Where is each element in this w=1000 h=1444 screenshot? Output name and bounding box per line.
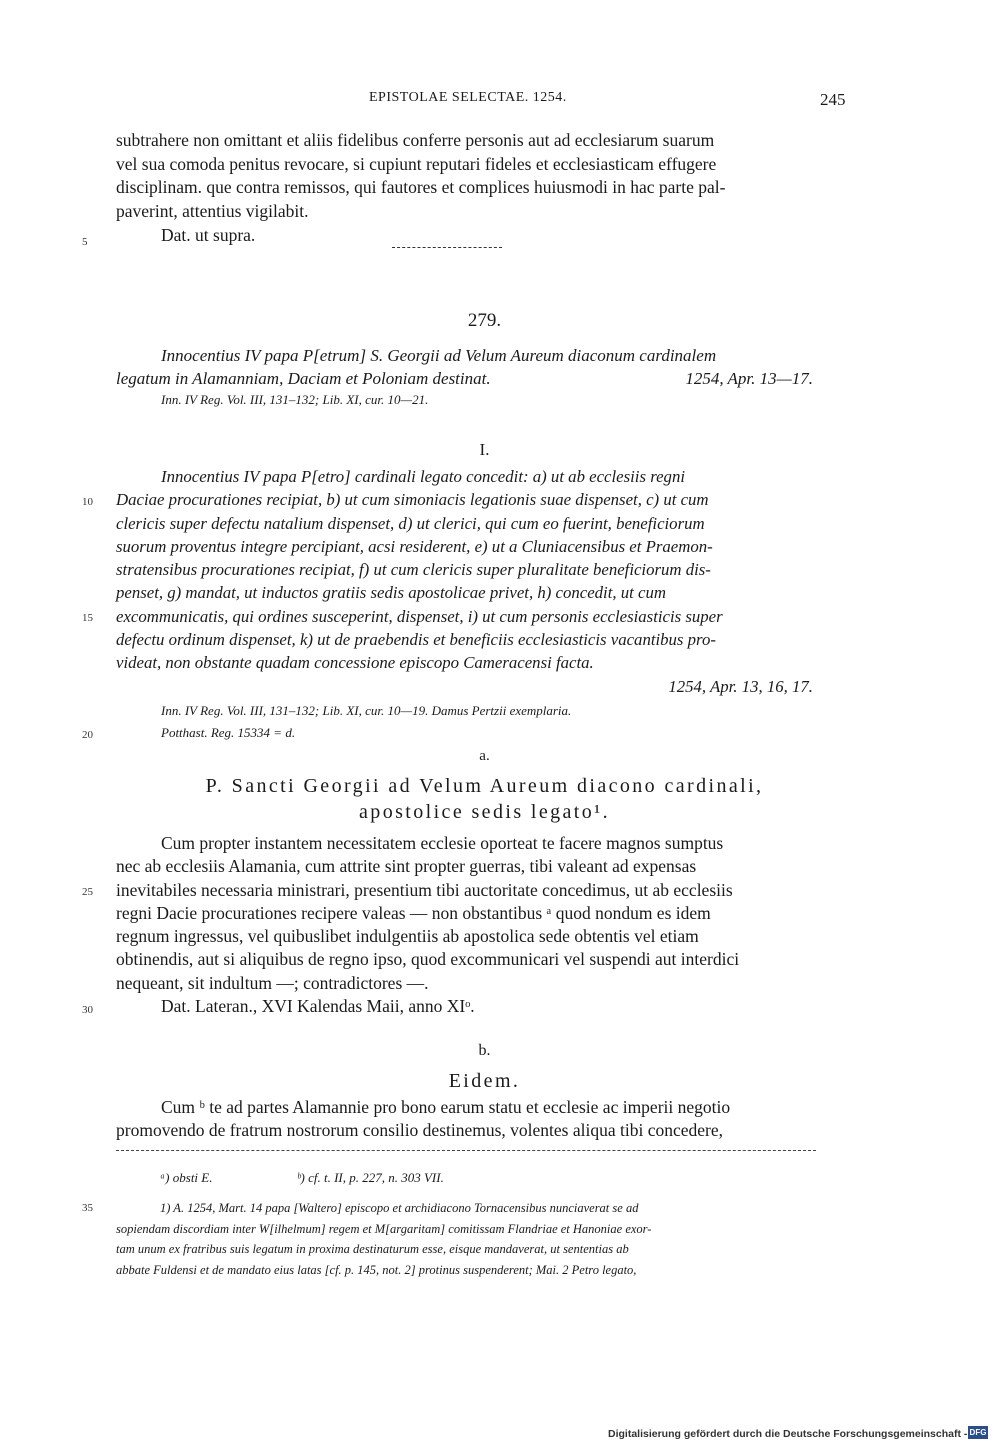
text-line: clericis super defectu natalium dispenset, d) ut clerici, qui cum eo fuerint, beneficiorum bbox=[116, 513, 705, 533]
address-line: apostolice sedis legato¹. bbox=[359, 801, 610, 823]
section-date: 1254, Apr. 13, 16, 17. bbox=[668, 676, 813, 696]
text-line: subtrahere non omittant et aliis fidelibus conferre personis aut ad ecclesiarum suarum bbox=[116, 130, 715, 150]
footnote-a: ᵃ) obsti E. bbox=[160, 1170, 213, 1185]
address-line: Eidem. bbox=[448, 1070, 521, 1092]
letter-source: Inn. IV Reg. Vol. III, 131–132; Lib. XI, cur. 10—21. bbox=[161, 392, 429, 407]
summary-line bbox=[116, 367, 853, 390]
letter-number: 279. bbox=[467, 310, 502, 331]
text-line: obtinendis, aut si aliquibus de regno ipso, quod excommunicari vel suspendi aut interdici bbox=[116, 949, 740, 970]
text-line: nec ab ecclesiis Alamania, cum attrite sint propter guerras, tibi valeant ad expensas bbox=[116, 856, 697, 877]
footnote-1 bbox=[116, 1198, 853, 1280]
margin-line-number: 25 bbox=[82, 886, 93, 898]
digitization-credit: Digitalisierung gefördert durch die Deutsche Forschungsgemeinschaft - bbox=[608, 1428, 968, 1440]
margin-line-number: 35 bbox=[82, 1202, 93, 1214]
text-line: nequeant, sit indultum —; contradictores —. bbox=[116, 972, 429, 993]
text-line: Daciae procurationes recipiat, b) ut cum simoniacis legationis suae dispenset, c) ut cum bbox=[116, 490, 709, 510]
summary-line: Innocentius IV papa P[etrum] S. Georgii ad Velum Aureum diaconum cardinalem bbox=[161, 346, 717, 365]
margin-line-number: 5 bbox=[82, 236, 88, 248]
footnote-rule bbox=[116, 1150, 816, 1151]
text-line: Cum ᵇ te ad partes Alamannie pro bono earum statu et ecclesie ac imperii negotio bbox=[161, 1097, 731, 1117]
running-header: EPISTOLAE SELECTAE. 1254. bbox=[369, 90, 567, 105]
margin-line-number: 10 bbox=[82, 496, 93, 508]
text-line: promovendo de fratrum nostrorum consilio destinemus, volentes aliqua tibi concedere, bbox=[116, 1120, 723, 1141]
text-line: Innocentius IV papa P[etro] cardinali legato concedit: a) ut ab ecclesiis regni bbox=[161, 467, 685, 486]
section-b-body bbox=[116, 1096, 853, 1143]
letter-summary bbox=[116, 344, 853, 390]
separator-dashes bbox=[392, 247, 502, 248]
dfg-logo-icon: DFG bbox=[969, 1428, 987, 1437]
intro-paragraph bbox=[116, 129, 853, 248]
text-line: videat, non obstante quadam concessione episcopo Cameracensi facta. bbox=[116, 653, 594, 673]
margin-line-number: 20 bbox=[82, 729, 93, 741]
margin-line-number: 30 bbox=[82, 1004, 93, 1016]
text-line: regnum ingressus, vel quibuslibet indulgentiis ab apostolica sede obtentis vel etiam bbox=[116, 926, 699, 947]
footnote-b: ᵇ) cf. t. II, p. 227, n. 303 VII. bbox=[297, 1170, 444, 1185]
letter-date: 1254, Apr. 13—17. bbox=[685, 369, 813, 388]
footnote-line: sopiendam discordiam inter W[ilhelmum] regem et M[argaritam] comitissam Flandriae et Hanoniae exor- bbox=[116, 1221, 652, 1236]
text-line: stratensibus procurationes recipiat, f) ut cum clericis super pluralitate beneficiorum dis- bbox=[116, 560, 711, 580]
dat-line: Dat. Lateran., XVI Kalendas Maii, anno XIᵒ. bbox=[161, 996, 475, 1017]
text-line: suorum proventus integre percipiant, acsi residerent, e) ut a Cluniacensibus et Praemon- bbox=[116, 536, 713, 556]
section-source: Inn. IV Reg. Vol. III, 131–132; Lib. XI, cur. 10—19. Damus Pertzii exemplaria. bbox=[161, 703, 572, 718]
text-line: inevitabiles necessaria ministrari, presentium tibi auctoritate concedimus, ut ab ecclesiis bbox=[116, 879, 733, 900]
text-line: excommunicatis, qui ordines susceperint, dispenset, i) ut cum personis ecclesiasticis super bbox=[116, 606, 723, 626]
summary-line-2: legatum in Alamanniam, Daciam et Poloniam destinat. bbox=[116, 369, 491, 388]
section-numeral: I. bbox=[479, 440, 490, 459]
text-line: disciplinam. que contra remissos, qui fautores et complices huiusmodi in hac parte pal- bbox=[116, 177, 726, 198]
text-line: Cum propter instantem necessitatem ecclesie oporteat te facere magnos sumptus bbox=[161, 833, 724, 853]
section-I-summary bbox=[116, 465, 853, 698]
text-line: penset, g) mandat, ut inductos gratiis sedis apostolicae privet, h) concedit, ut cum bbox=[116, 583, 666, 603]
section-letter: a. bbox=[479, 748, 490, 764]
section-source: Potthast. Reg. 15334 = d. bbox=[161, 725, 296, 740]
text-line: defectu ordinum dispenset, k) ut de praebendis et beneficiis ecclesiasticis vacantibus pro- bbox=[116, 630, 716, 650]
address-line: P. Sancti Georgii ad Velum Aureum diacono cardinali, bbox=[205, 775, 764, 797]
margin-line-number: 15 bbox=[82, 612, 93, 624]
text-line: regni Dacie procurationes recipere valeas — non obstantibus ᵃ quod nondum es idem bbox=[116, 902, 711, 923]
page-number: 245 bbox=[820, 90, 846, 109]
dat-line: Dat. ut supra. bbox=[161, 224, 256, 245]
text-line: vel sua comoda penitus revocare, si cupiunt reputari fideles et ecclesiasticam effugere bbox=[116, 153, 717, 174]
footnote-line: abbate Fuldensi et de mandato eius latas [cf. p. 145, not. 2] protinus suspenderent; Mai. 2 Petro legato, bbox=[116, 1262, 637, 1277]
footnote-line: tam unum ex fratribus suis legatum in proxima destinaturum esse, eisque mandaverat, ut sententias ab bbox=[116, 1242, 629, 1256]
section-letter: b. bbox=[478, 1042, 491, 1059]
text-line: paverint, attentius vigilabit. bbox=[116, 201, 309, 222]
section-a-body bbox=[116, 832, 853, 1018]
footnote-line: 1) A. 1254, Mart. 14 papa [Waltero] episcopo et archidiacono Tornacensibus nunciaverat se ad bbox=[160, 1201, 639, 1215]
